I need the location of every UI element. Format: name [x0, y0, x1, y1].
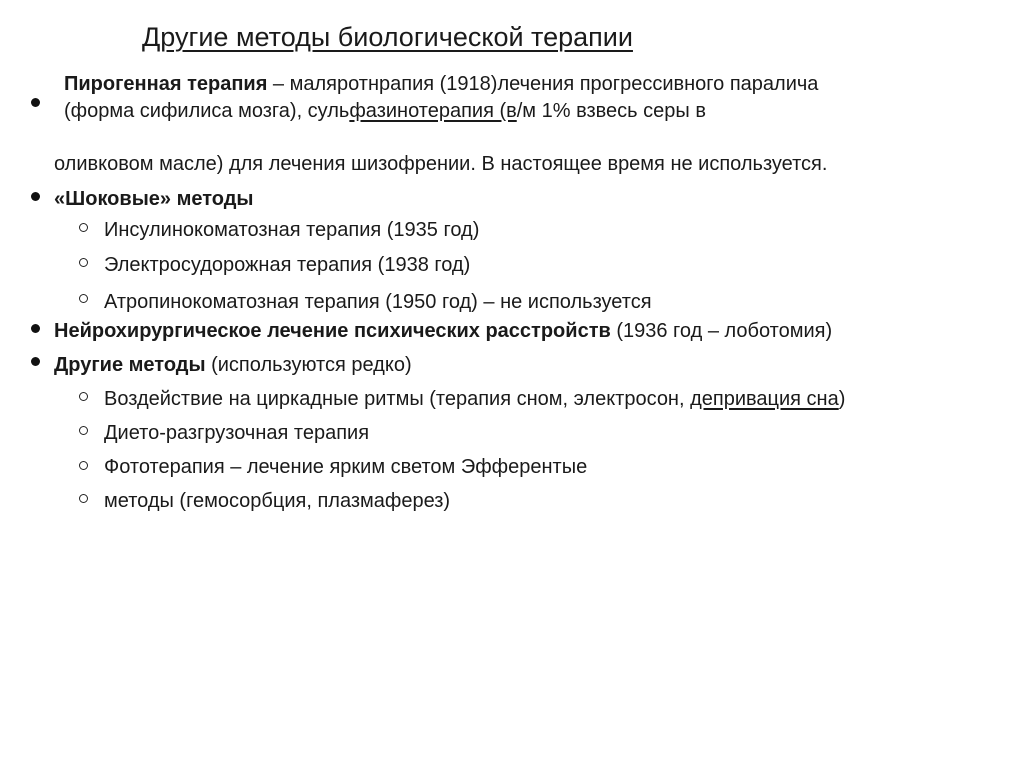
bullet-icon: [31, 98, 40, 107]
item-neurosurgery-heading: Нейрохирургическое лечение психических расстройств: [54, 320, 611, 342]
sub-bullet-icon: [79, 392, 88, 401]
bullet-icon: [31, 324, 40, 333]
bullet-icon: [31, 192, 40, 201]
subitem-circadian-underlined: депривация сна: [690, 388, 839, 410]
subitem-phototherapy: Фототерапия – лечение ярким светом Эфферентые: [104, 456, 588, 478]
sub-bullet-icon: [79, 258, 88, 267]
subitem-circadian-text: Воздействие на циркадные ритмы (терапия сном, электросон,: [104, 388, 691, 410]
subitem-electroconvulsive: Электросудорожная терапия (1938 год): [104, 254, 471, 276]
sub-bullet-icon: [79, 461, 88, 470]
slide-title: Другие методы биологической терапии: [142, 22, 633, 52]
item-pyrogenic-text-2b: /м 1% взвесь серы в: [516, 100, 706, 122]
sub-bullet-icon: [79, 494, 88, 503]
item-pyrogenic-text: – маляротнрапия (1918)лечения прогрессивного паралича: [267, 73, 819, 95]
subitem-circadian-close: ): [838, 388, 846, 410]
item-pyrogenic-heading: Пирогенная терапия: [64, 73, 268, 95]
item-shock-heading: «Шоковые» методы: [54, 188, 254, 210]
item-other: [54, 353, 412, 377]
item-other-text: (используются редко): [205, 354, 412, 376]
subitem-circadian: [104, 387, 845, 411]
item-neurosurgery: [54, 319, 832, 343]
subitem-insulin: Инсулинокоматозная терапия (1935 год): [104, 219, 480, 241]
item-pyrogenic-underlined: фазинотерапия (в: [349, 100, 517, 122]
subitem-diet: Дието-разгрузочная терапия: [104, 422, 370, 444]
item-pyrogenic-line3: оливковом масле) для лечения шизофрении. В настоящее время не используется.: [54, 153, 828, 175]
sub-bullet-icon: [79, 294, 88, 303]
subitem-efferent: методы (гемосорбция, плазмаферез): [104, 490, 451, 512]
bullet-icon: [31, 357, 40, 366]
item-pyrogenic-text-2a: (форма сифилиса мозга), суль: [64, 100, 350, 122]
item-pyrogenic-line2: [64, 99, 706, 123]
sub-bullet-icon: [79, 426, 88, 435]
subitem-atropine: Атропинокоматозная терапия (1950 год) – не используется: [104, 291, 652, 313]
item-pyrogenic-line1: [64, 72, 818, 96]
item-other-heading: Другие методы: [54, 354, 206, 376]
item-neurosurgery-text: (1936 год – лоботомия): [610, 320, 833, 342]
sub-bullet-icon: [79, 223, 88, 232]
